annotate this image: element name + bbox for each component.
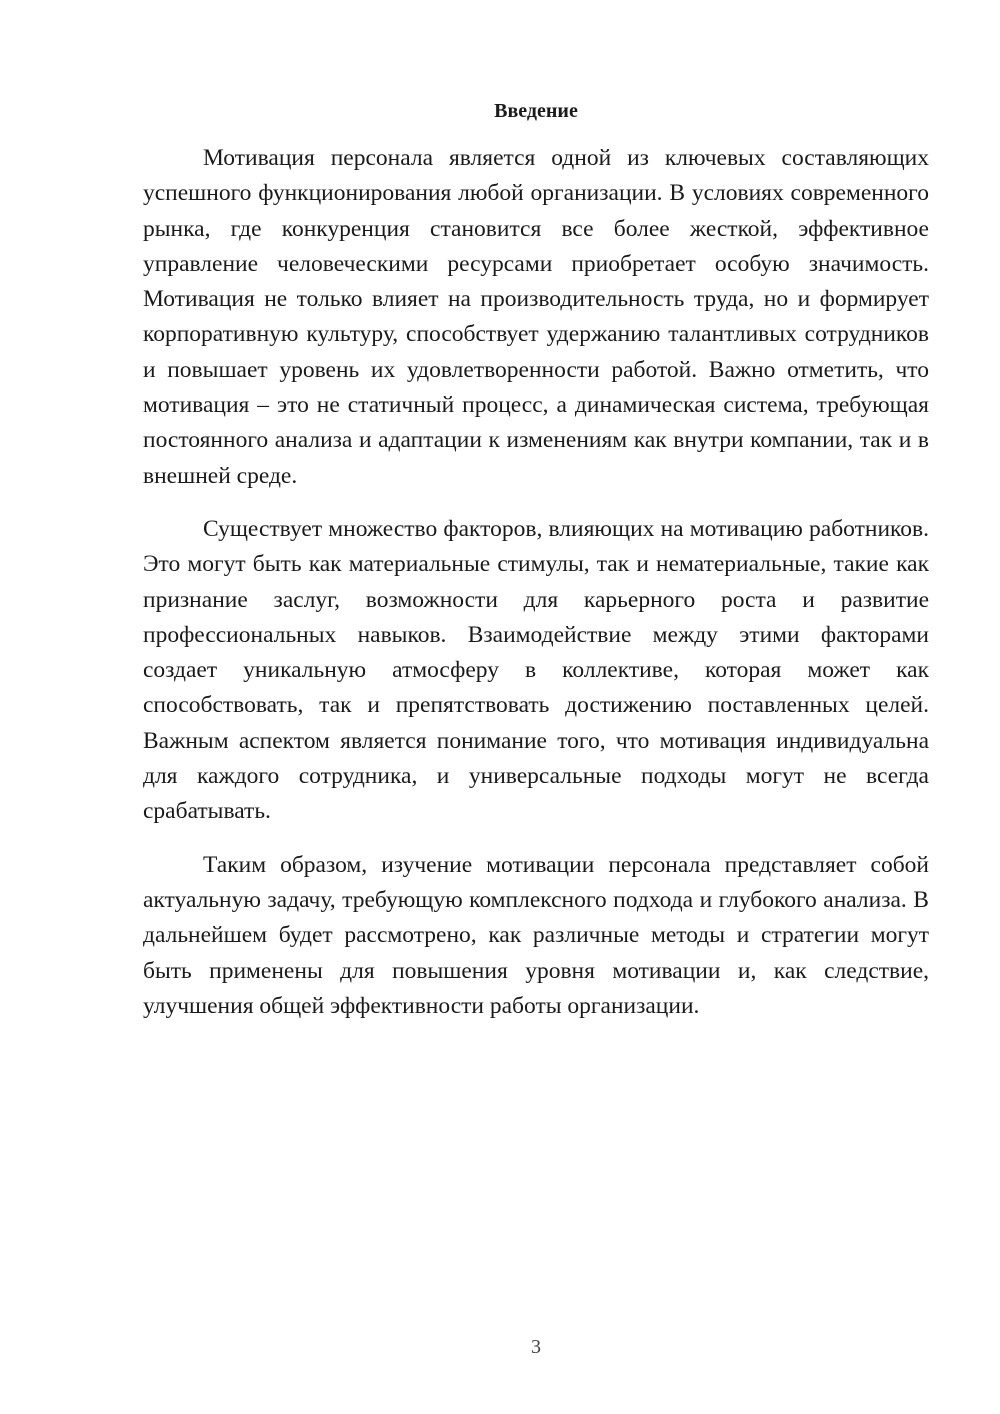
section-heading: Введение [494,100,578,122]
body-text [143,141,929,1042]
paragraph-3: Таким образом, изучение мотивации персонала представляет собой актуальную задачу, требующую комплексного подхода и глубокого анализа. В дальнейшем будет рассмотрено, как различные методы и стратегии могут быть применены для повышения уровня мотивации и, как следствие, улучшения общей эффективности работы организации. [143,851,929,1019]
page-number: 3 [531,1336,541,1358]
paragraph-1: Мотивация персонала является одной из ключевых составляющих успешного функционирования любой организации. В условиях современного рынка, где конкуренция становится все более жесткой, эффективное управление человеческими ресурсами приобретает особую значимость. Мотивация не только влияет на производительность труда, но и формирует корпоративную культуру, способствует удержанию талантливых сотрудников и повышает уровень их удовлетворенности работой. Важно отметить, что мотивация – это не статичный процесс, а динамическая система, требующая постоянного анализа и адаптации к изменениям как внутри компании, так и в внешней среде. [143,145,929,489]
paragraph-2: Существует множество факторов, влияющих на мотивацию работников. Это могут быть как материальные стимулы, так и нематериальные, такие как признание заслуг, возможности для карьерного роста и развитие профессиональных навыков. Взаимодействие между этими факторами создает уникальную атмосферу в коллективе, которая может как способствовать, так и препятствовать достижению поставленных целей. Важным аспектом является понимание того, что мотивация индивидуальна для каждого сотрудника, и универсальные подходы могут не всегда срабатывать. [143,515,929,825]
